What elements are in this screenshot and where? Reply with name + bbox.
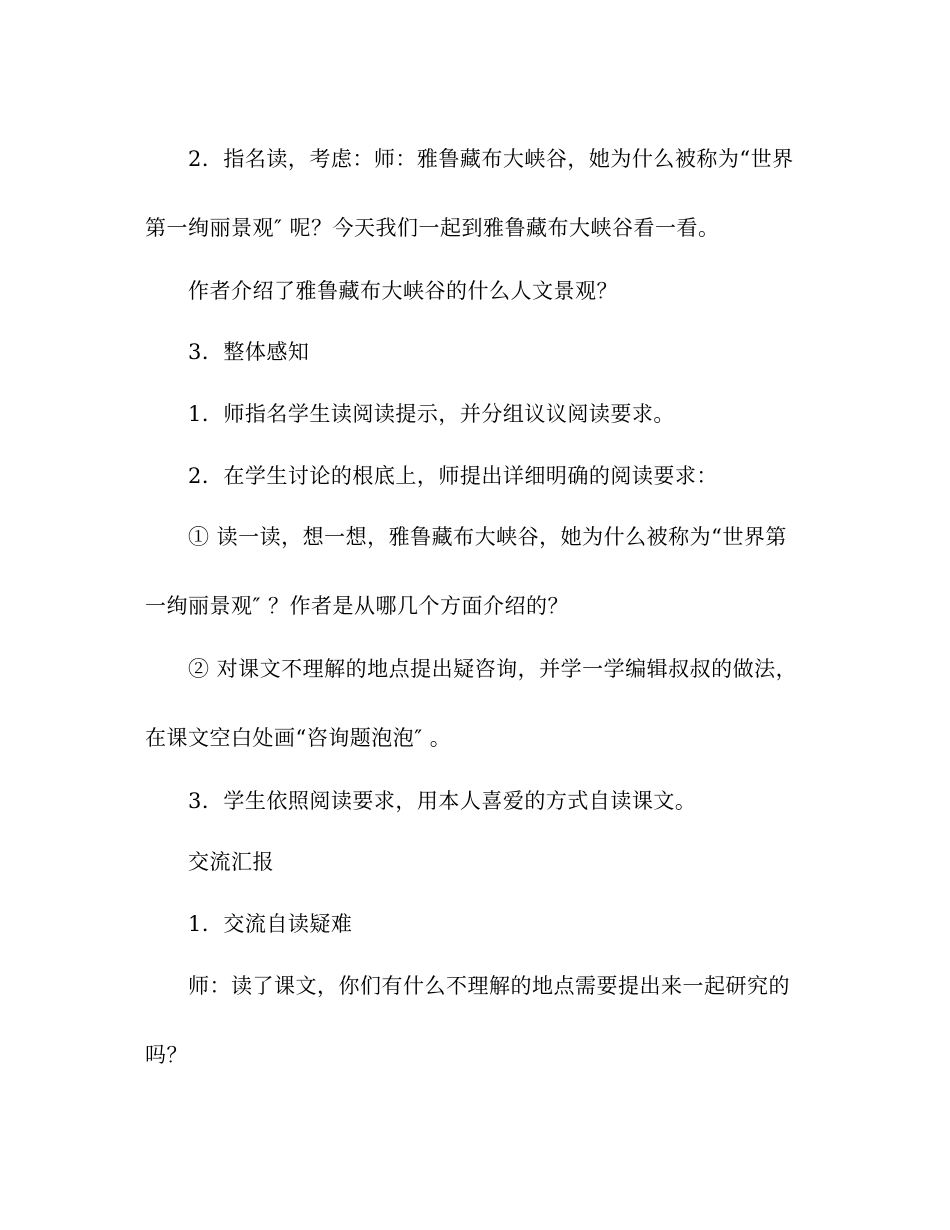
paragraph-line: 吗？ (145, 1043, 188, 1067)
paragraph-line: 作者介绍了雅鲁藏布大峡谷的什么人文景观？ (188, 279, 618, 303)
section-heading: 3．整体感知 (188, 340, 310, 364)
paragraph-line: 师：读了课文，你们有什么不理解的地点需要提出来一起研究的 (188, 974, 790, 998)
paragraph-line: 一绚丽景观″ ？作者是从哪几个方面介绍的？ (145, 594, 570, 618)
paragraph-line: 1．交流自读疑难 (188, 912, 353, 936)
section-heading: 交流汇报 (188, 850, 274, 874)
paragraph-line: ① 读一读，想一想，雅鲁藏布大峡谷，她为什么被称为“世界第 (188, 525, 787, 549)
paragraph-line: 1．师指名学生读阅读提示，并分组议议阅读要求。 (188, 402, 675, 426)
paragraph-line: 在课文空白处画“咨询题泡泡″ 。 (145, 726, 452, 750)
paragraph-line: 2．在学生讨论的根底上，师提出详细明确的阅读要求： (188, 464, 718, 488)
paragraph-line: ② 对课文不理解的地点提出疑咨询，并学一学编辑叔叔的做法， (188, 657, 798, 681)
paragraph-line: 第一绚丽景观″ 呢？今天我们一起到雅鲁藏布大峡谷看一看。 (145, 216, 720, 240)
paragraph-line: 3．学生依照阅读要求，用本人喜爱的方式自读课文。 (188, 789, 697, 813)
paragraph-line: 2．指名读，考虑：师：雅鲁藏布大峡谷，她为什么被称为“世界 (188, 147, 794, 171)
